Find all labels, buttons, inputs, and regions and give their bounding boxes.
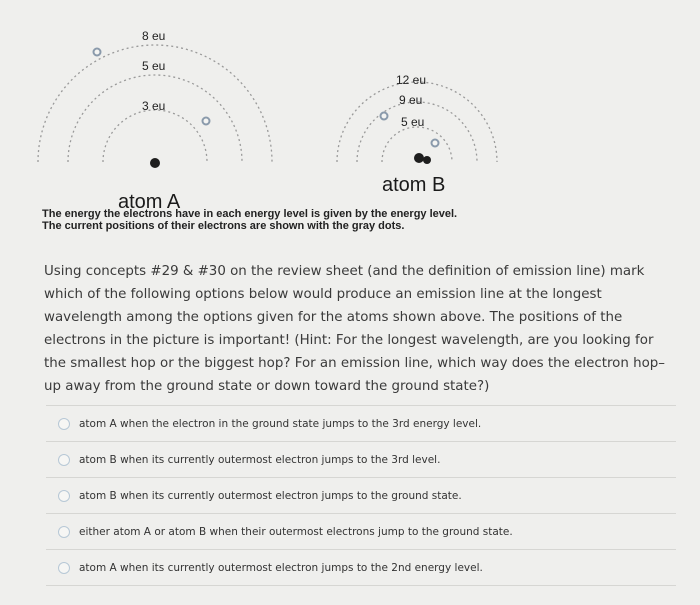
- atom-a-level-3-label: 3 eu: [142, 99, 166, 113]
- option-label: atom A when the electron in the ground state jumps to the 3rd energy level.: [79, 417, 482, 430]
- atom-a-electron-middle: [203, 118, 210, 125]
- note-line-2: The current positions of their electrons are shown with the gray dots.: [42, 220, 405, 232]
- option-4[interactable]: [46, 513, 676, 549]
- atom-b-name: atom B: [382, 174, 446, 196]
- radio-button[interactable]: [58, 454, 70, 466]
- atom-a-level-2-label: 5 eu: [142, 59, 166, 73]
- option-label: either atom A or atom B when their outermost electrons jump to the ground state.: [79, 525, 513, 538]
- answer-options: [46, 405, 676, 586]
- atom-b-orbit-2: [357, 102, 477, 162]
- atom-b-level-1-label: 12 eu: [396, 73, 427, 87]
- atom-a-name: atom A: [118, 191, 181, 213]
- atom-b-electron-inner: [432, 140, 439, 147]
- option-label: atom B when its currently outermost electron jumps to the 3rd level.: [79, 453, 441, 466]
- atom-a-electron-outer: [94, 49, 101, 56]
- option-label: atom A when its currently outermost electron jumps to the 2nd energy level.: [79, 561, 483, 574]
- option-3[interactable]: [46, 477, 676, 513]
- radio-button[interactable]: [58, 490, 70, 502]
- option-2[interactable]: [46, 441, 676, 477]
- note-line-1: The energy the electrons have in each energy level is given by the energy level.: [42, 208, 458, 220]
- question-text: Using concepts #29 & #30 on the review sheet (and the definition of emission line) mark which of the following options below would produce an emission line at the longest wavelength among the options given for the atoms shown above. The positions of the electrons in the picture is important! (Hint: For the longest wavelength, are you looking for the smallest hop or the biggest hop? For an emission line, which way does the electron hop–up away from the ground state or down toward the ground state?): [44, 264, 665, 394]
- option-label: atom B when its currently outermost electron jumps to the ground state.: [79, 489, 462, 502]
- radio-button[interactable]: [58, 526, 70, 538]
- atom-b-nucleus: [414, 153, 424, 163]
- atom-b-electron-outer: [381, 113, 388, 120]
- atom-b-level-3-label: 5 eu: [401, 115, 425, 129]
- atom-a-orbit-3: [103, 110, 207, 162]
- atom-b-level-2-label: 9 eu: [399, 93, 423, 107]
- option-5[interactable]: [46, 549, 676, 586]
- atom-diagram: [0, 0, 700, 215]
- option-1[interactable]: [46, 405, 676, 441]
- atom-a-level-1-label: 8 eu: [142, 29, 166, 43]
- atom-b-nucleus-2: [423, 156, 431, 164]
- atom-a-orbit-2: [68, 75, 242, 162]
- radio-button[interactable]: [58, 562, 70, 574]
- atom-a-nucleus: [150, 158, 160, 168]
- diagram-note: [42, 208, 562, 232]
- radio-button[interactable]: [58, 418, 70, 430]
